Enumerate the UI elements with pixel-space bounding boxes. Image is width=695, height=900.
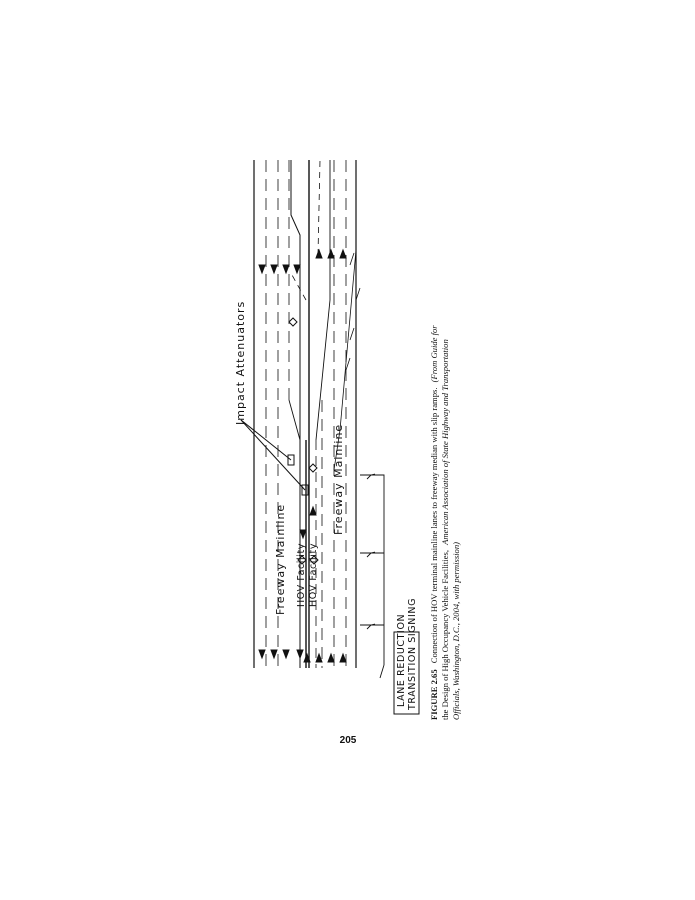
arrow-icon: [310, 507, 316, 515]
lane-reduction-label-line1: LANE REDUCTION: [396, 613, 407, 707]
caption-line3: Officials, Washington, D.C., 2004, with permission): [451, 541, 461, 720]
caption-line2: [440, 339, 450, 720]
arrow-icon: [328, 250, 334, 258]
freeway-mainline-label-top: Freeway Mainline: [274, 503, 287, 615]
figure-caption: [429, 325, 461, 720]
arrow-icon: [340, 654, 346, 662]
arrow-icon: [340, 250, 346, 258]
hov-facility-label-2: HOV Facility: [308, 542, 319, 607]
arrow-icon: [271, 650, 277, 658]
arrow-icon: [294, 265, 300, 273]
arrow-icon: [259, 265, 265, 273]
attenuator-leader: [241, 420, 305, 490]
arrow-icon: [283, 265, 289, 273]
roadway-diagram: [241, 160, 419, 714]
page-number: 205: [339, 735, 357, 746]
signing-leader: [346, 253, 360, 370]
signing-leader: [380, 665, 384, 678]
freeway-mainline-label-bottom: Freeway Mainline: [332, 423, 345, 535]
caption-text-1: Connection of HOV terminal mainline lanes to freeway median with slip ramps.: [429, 387, 439, 664]
caption-line1: [429, 325, 439, 720]
caption-source-1: (From Guide for: [429, 325, 439, 383]
arrow-icon: [283, 650, 289, 658]
caption-number: FIGURE 2.65: [429, 669, 439, 720]
arrow-icon: [271, 265, 277, 273]
signing-leader: [360, 475, 384, 665]
caption-source-2: American Association of State Highway and Transportation: [440, 339, 450, 545]
arrow-icon: [259, 650, 265, 658]
slip-ramp: [292, 275, 306, 300]
caption-text-2: the Design of High Occupancy Vehicle Facilities,: [440, 550, 450, 720]
slip-ramp: [318, 160, 320, 255]
diamond-symbol: [289, 318, 297, 326]
arrow-icon: [316, 654, 322, 662]
hov-facility-label-1: HOV Facility: [296, 542, 307, 607]
arrow-icon: [297, 650, 303, 658]
slip-ramp: [289, 400, 300, 440]
arrow-icon: [328, 654, 334, 662]
arrow-icon: [300, 530, 306, 538]
lane-reduction-label-line2: TRANSITION SIGNING: [407, 597, 418, 710]
impact-attenuators-label: Impact Attenuators: [234, 300, 247, 425]
arrow-icon: [316, 250, 322, 258]
slip-ramp: [316, 160, 330, 440]
